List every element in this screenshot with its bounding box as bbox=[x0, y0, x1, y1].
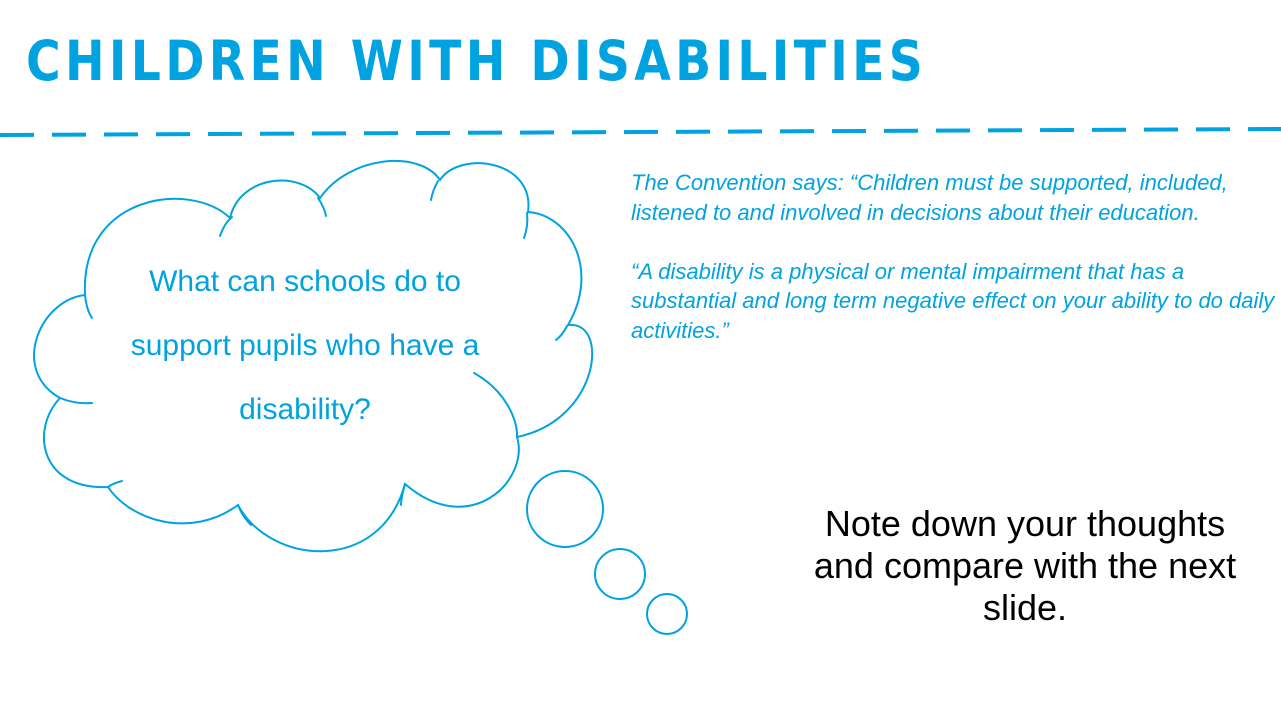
cloud-inner-curve bbox=[60, 398, 92, 403]
cloud-inner-curve bbox=[431, 181, 438, 200]
cloud-inner-curve bbox=[556, 326, 567, 340]
thought-bubble-question: What can schools do to support pupils who have a disability? bbox=[130, 265, 480, 426]
quotes-block bbox=[631, 168, 1276, 345]
dashed-divider bbox=[0, 122, 1281, 142]
cloud-inner-curve bbox=[220, 217, 232, 236]
disability-definition-quote: “A disability is a physical or mental impairment that has a substantial and long term negative effect on your ability to do daily activities.” bbox=[631, 258, 1275, 343]
cloud-inner-curve bbox=[524, 213, 527, 238]
cloud-inner-curve bbox=[85, 295, 92, 318]
cloud-inner-curve bbox=[318, 198, 326, 216]
thought-bubble-dot-medium bbox=[595, 549, 645, 599]
cloud-inner-curve bbox=[401, 484, 405, 505]
thought-bubble-dot-small bbox=[647, 594, 687, 634]
convention-quote: The Convention says: “Children must be supported, included, listened to and involved in decisions about their education. bbox=[631, 170, 1228, 225]
instruction-text: Note down your thoughts and compare with the next slide. bbox=[813, 503, 1237, 628]
thought-bubble-dot-large bbox=[527, 471, 603, 547]
slide-title: CHILDREN WITH DISABILITIES bbox=[26, 29, 928, 93]
cloud-inner-curve bbox=[108, 481, 122, 487]
